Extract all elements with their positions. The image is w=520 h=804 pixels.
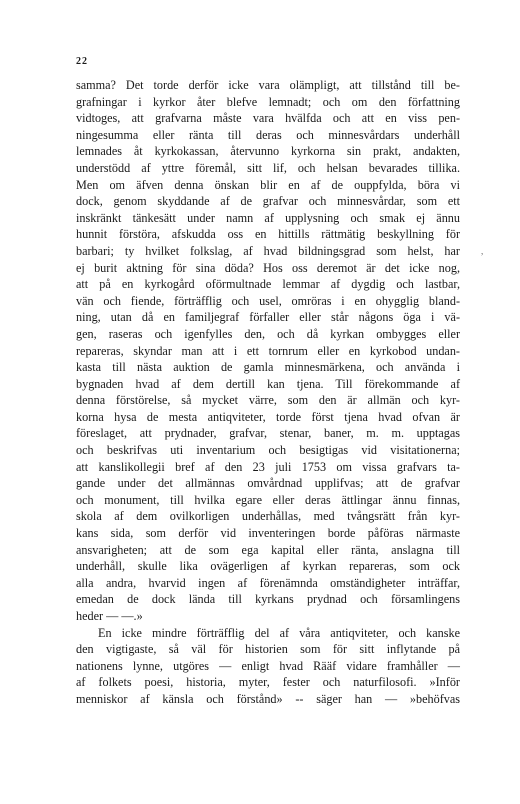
text-line: ning, utan då en familjegraf förfaller eller står någons öga i vä-: [76, 310, 460, 325]
text-line: alla andra, hvarvid ingen af förenämnda omständigheter inträffar,: [76, 575, 460, 590]
text-line: grafningar i kyrkor åter blefve lemnadt; och om den författning: [76, 94, 460, 109]
text-line: gande under det allmännas omvårdnad upplifvas; att de grafvar: [76, 476, 460, 491]
text-line: dock, genom skyddande af de grafvar och minnesvårdar, som ett: [76, 194, 460, 209]
text-line: hunnit förstöra, afskudda oss en hittills rättmätig beskyllning för: [76, 227, 460, 242]
text-line: vän och fiende, förträfflig och usel, omröras i en ohygglig bland-: [76, 293, 460, 308]
text-line: lemnades åt kyrkokassan, återvunno kyrkorna sin prakt, andakten,: [76, 144, 460, 159]
text-line: ej burit aktning för sina döda? Hos oss deremot är det icke nog,: [76, 260, 460, 275]
document-page: [76, 55, 460, 708]
text-line: den vigtigaste, så väl för historien som för sitt inflytande på: [76, 642, 460, 657]
text-line: repareras, skyndar man att i ett tornrum eller en kyrkobod undan-: [76, 343, 460, 358]
text-line: emedan de dock lända till kyrkans prydnad och församlingens: [76, 592, 460, 607]
text-line: föreslaget, att prydnader, grafvar, stenar, baner, m. m. upptagas: [76, 426, 460, 441]
text-line: ansvarigheten; att de som ega kapital eller ränta, anslagna till: [76, 542, 460, 557]
text-line: gen, raseras och igenfylles den, och då kyrkan ombygges eller: [76, 326, 460, 341]
text-line: menniskor af känsla och förstånd» -- säger han — »behöfvas: [76, 691, 460, 706]
text-line: ningesumma eller ränta till deras och minnesvårdars underhåll: [76, 127, 460, 142]
text-line: korna hysa de mesta antiqviteter, torde först tjena hvad ofvan är: [76, 409, 460, 424]
text-line: att kanslikollegii bref af den 23 juli 1753 om vissa grafvars ta-: [76, 459, 460, 474]
text-line: och monument, till hvilka egare eller deras ättlingar ännu finnas,: [76, 492, 460, 507]
text-line: nationens lynne, utgöres — enligt hvad Rääf vidare framhåller —: [76, 658, 460, 673]
text-line: underhåll, skulle lika ovägerligen af kyrkan repareras, som ock: [76, 559, 460, 574]
text-line: skola af dem ovilkorligen underhållas, med tvångsrätt från kyr-: [76, 509, 460, 524]
text-line: understödd af yttre föremål, sitt lif, och helsan bevarades tillika.: [76, 160, 460, 175]
text-line: Men om äfven denna önskan blir en af de ouppfylda, böra vi: [76, 177, 460, 192]
text-line: bygnaden hvad af dem dertill kan tjena. Till förekommande af: [76, 376, 460, 391]
text-line: att på en kyrkogård oförmultnade lemmar af dygdig och lastbar,: [76, 277, 460, 292]
text-line: kasta till nästa auktion de gamla minnesmärkena, och använda i: [76, 360, 460, 375]
text-line: samma? Det torde derför icke vara olämpligt, att tillstånd till be-: [76, 78, 460, 92]
text-line: kans sida, som derför vid inventeringen borde påföras närmaste: [76, 526, 460, 541]
margin-mark: ,: [481, 246, 484, 256]
text-line: vidtoges, att grafvarna måste vara hvälfda och att en viss pen-: [76, 111, 460, 126]
text-line: barbari; ty hvilket folkslag, af hvad bildningsgrad som helst, har: [76, 243, 460, 258]
text-line: af folkets poesi, historia, myter, fester och naturfilosofi. »Inför: [76, 675, 460, 690]
body-text: [76, 77, 460, 708]
text-line: och beskrifvas uti inventarium och besigtigas vid visitationerna;: [76, 443, 460, 458]
text-line: denna förstörelse, så mycket värre, som den är allmän och kyr-: [76, 393, 460, 408]
text-line: inskränkt tänkesätt under namn af upplysning och smak ej ännu: [76, 210, 460, 225]
page-number: 22: [76, 56, 88, 67]
text-line: heder — —.»: [76, 609, 143, 623]
text-line: En icke mindre förträfflig del af våra antiqviteter, och kanske: [98, 625, 460, 640]
